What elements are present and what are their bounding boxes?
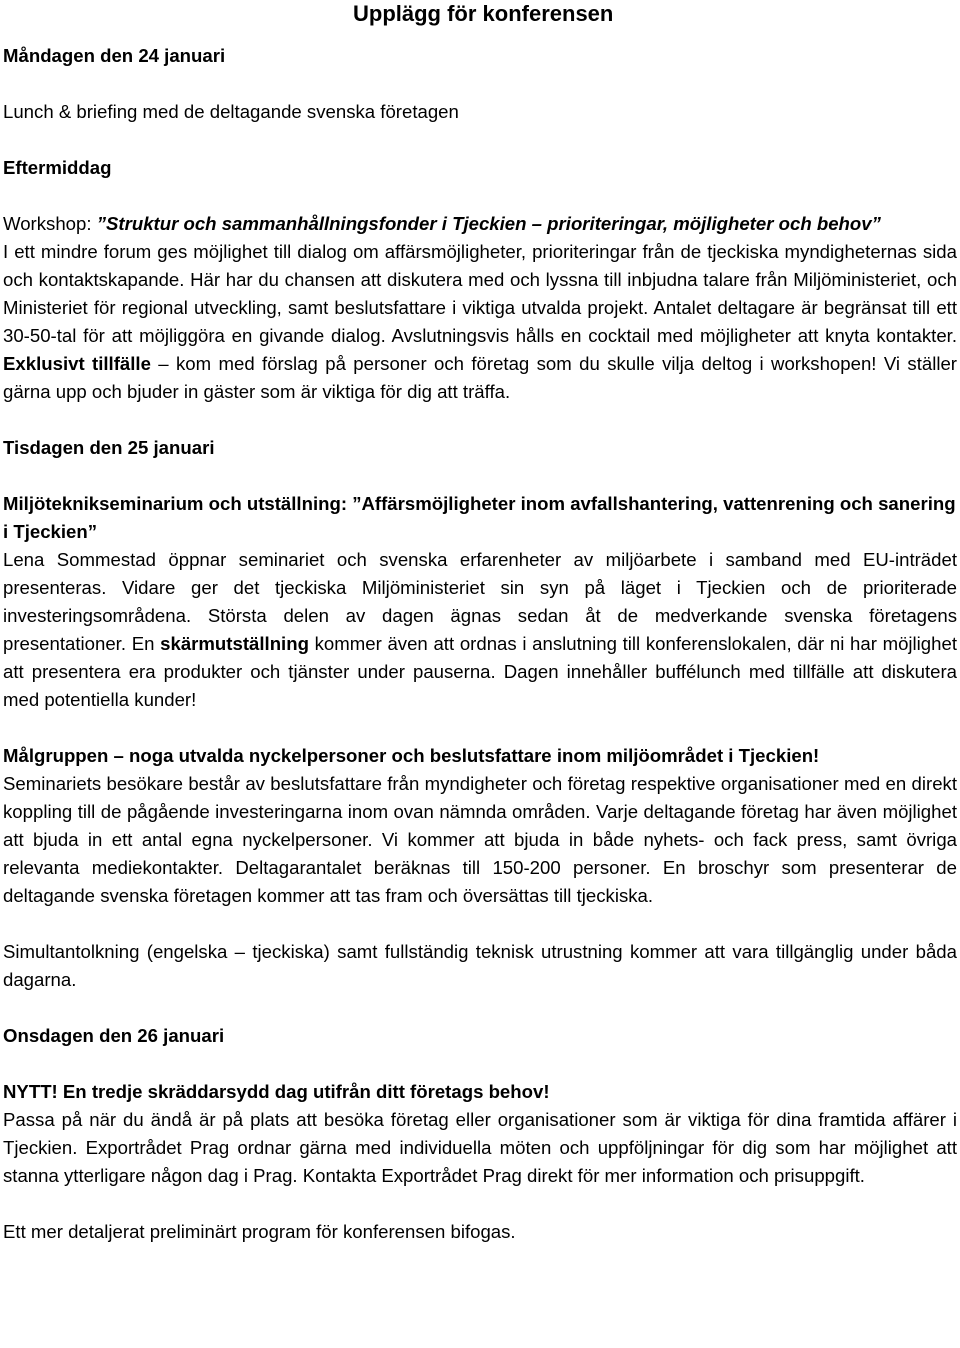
page-title: Upplägg för konferensen bbox=[353, 1, 614, 26]
workshop-title: ”Struktur och sammanhållningsfonder i Tjeckien – prioriteringar, möjligheter och behov” bbox=[96, 213, 881, 234]
workshop-heading bbox=[3, 210, 957, 238]
interpretation-text: Simultantolkning (engelska – tjeckiska) samt fullständig teknisk utrustning kommer att vara tillgänglig under båda dagarna. bbox=[3, 941, 957, 990]
seminar-body-1: Lena Sommestad öppnar seminariet och svenska erfarenheter av miljöarbete i samband med EU-inträdet presenteras. Vidare ger det tjeckiska Miljöministeriet sin syn på läget i Tjeckien och de prioriterade investeringsområdena. Största delen av dagen ägnas sedan åt de medverkande svenska företagens presentationer. En bbox=[3, 549, 957, 654]
seminar-title: ”Affärsmöjligheter inom avfallshantering, vattenrening och sanering i Tjeckien” bbox=[3, 493, 956, 542]
target-heading bbox=[3, 742, 957, 770]
spacer bbox=[3, 714, 957, 742]
exclusive-label: Exklusivt tillfälle bbox=[3, 353, 151, 374]
seminar-body-2: kommer även att ordnas i anslutning till konferenslokalen, där ni har möjlighet att presentera era produkter och tjänster under pauserna. Dagen innehåller buffélunch med tillfälle att diskutera med potentiella kunder! bbox=[3, 633, 957, 710]
tuesday-heading bbox=[3, 434, 957, 462]
workshop-body-1: I ett mindre forum ges möjlighet till dialog om affärsmöjligheter, prioriteringar från de tjeckiska myndigheternas sida och kontaktskapande. bbox=[3, 241, 957, 290]
wednesday-heading bbox=[3, 1022, 957, 1050]
spacer bbox=[3, 1190, 957, 1218]
seminar-heading bbox=[3, 490, 957, 546]
target-body: Seminariets besökare består av beslutsfattare från myndigheter och företag respektive organisationer med en direkt koppling till de pågående investeringarna inom ovan nämnda områden. Varje deltagande företag har även möjlighet att bjuda in ett antal egna nyckelpersoner. Vi kommer att bjuda in både nyhets- och fack press, samt övriga relevanta mediekontakter. Deltagarantalet beräknas till 150-200 personer. En broschyr som presenterar de deltagande svenska företagen kommer att tas fram och översättas till tjeckiska. bbox=[3, 773, 957, 906]
spacer bbox=[3, 406, 957, 434]
target-heading-text: Målgruppen – noga utvalda nyckelpersoner och beslutsfattare inom miljöområdet i Tjeckien! bbox=[3, 745, 820, 766]
wednesday-body: Passa på när du ändå är på plats att besöka företag eller organisationer som är viktiga för dina framtida affärer i Tjeckien. Exportrådet Prag ordnar gärna med individuella möten och uppföljningar för dig som har möjlighet att stanna ytterligare någon dag i Prag. Kontakta Exportrådet Prag direkt för mer information och prisuppgift. bbox=[3, 1109, 957, 1186]
monday-afternoon bbox=[3, 154, 957, 182]
exhibition-label: skärmutställning bbox=[160, 633, 309, 654]
spacer bbox=[3, 1050, 957, 1078]
spacer bbox=[3, 910, 957, 938]
spacer bbox=[3, 28, 957, 42]
workshop-body-3: – kom med förslag på personer och företag som du skulle vilja deltog i workshopen! Vi ställer gärna upp och bjuder in gäster som är viktiga för dig att träffa. bbox=[3, 353, 957, 402]
tuesday-heading-text: Tisdagen den 25 januari bbox=[3, 437, 215, 458]
workshop-body-2: Här har du chansen att diskutera med och lyssna till inbjudna talare från Miljöministeriet, och Ministeriet för regional utveckling, samt beslutsfattare i viktiga utvalda projekt. Antalet deltagare är begränsat till ett 30-50-tal för att möjliggöra en givande dialog. Avslutningsvis hålls en cocktail med möjligheter att knyta kontakter. bbox=[3, 269, 957, 346]
spacer bbox=[3, 126, 957, 154]
spacer bbox=[3, 70, 957, 98]
document-page bbox=[3, 0, 957, 1246]
monday-lunch: Lunch & briefing med de deltagande svenska företagen bbox=[3, 101, 459, 122]
new-heading bbox=[3, 1078, 957, 1106]
spacer bbox=[3, 462, 957, 490]
seminar-prefix: Miljöteknikseminarium och utställning: bbox=[3, 493, 353, 514]
spacer bbox=[3, 182, 957, 210]
footer-note: Ett mer detaljerat preliminärt program för konferensen bifogas. bbox=[3, 1221, 516, 1242]
monday-heading bbox=[3, 42, 957, 70]
afternoon-label: Eftermiddag bbox=[3, 157, 112, 178]
new-heading-text: NYTT! En tredje skräddarsydd dag utifrån ditt företags behov! bbox=[3, 1081, 550, 1102]
seminar-body bbox=[3, 546, 957, 714]
monday-heading-text: Måndagen den 24 januari bbox=[3, 45, 226, 66]
spacer bbox=[3, 994, 957, 1022]
wednesday-heading-text: Onsdagen den 26 januari bbox=[3, 1025, 225, 1046]
workshop-body bbox=[3, 238, 957, 406]
workshop-prefix: Workshop: bbox=[3, 213, 97, 234]
